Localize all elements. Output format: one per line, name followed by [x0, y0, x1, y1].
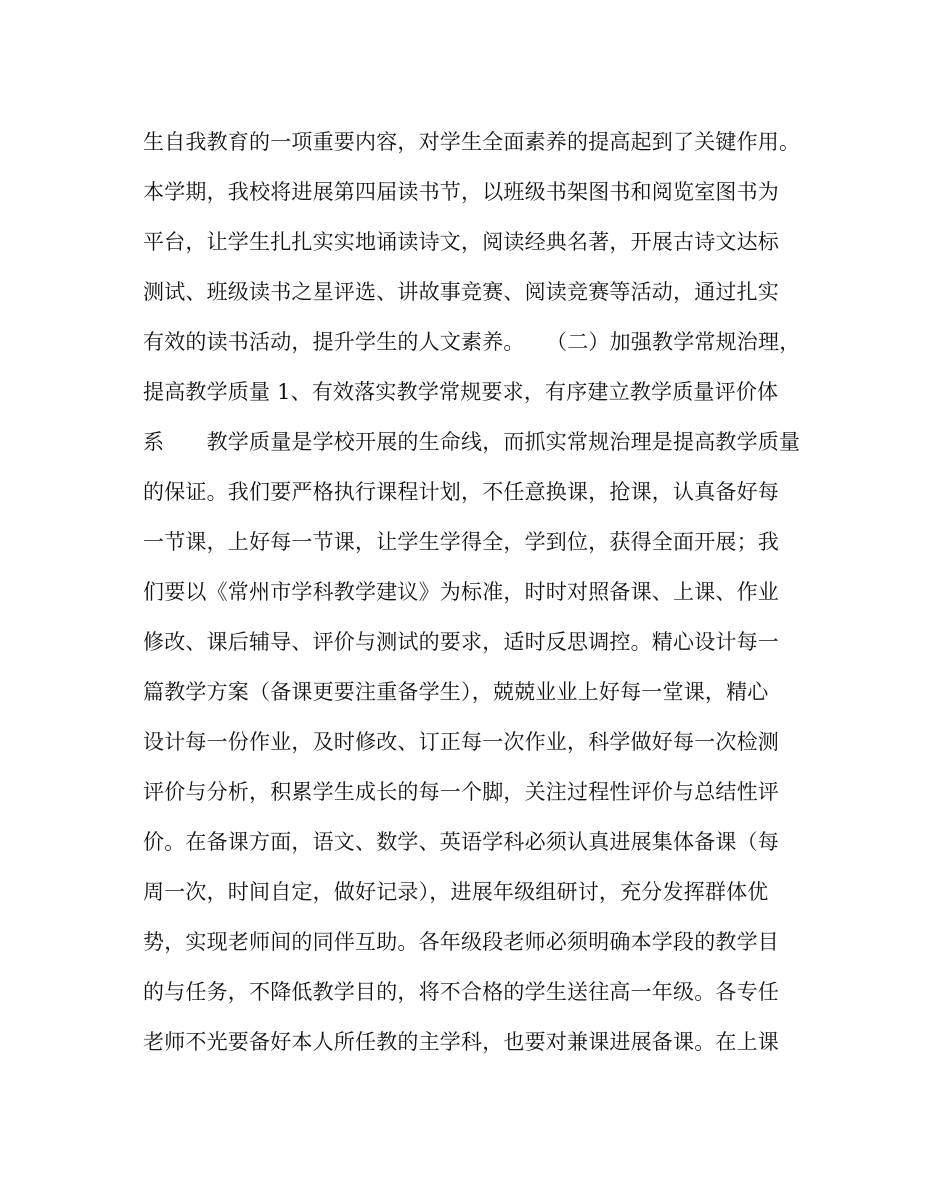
text-line-6: 提高教学质量 1、有效落实教学常规要求，有序建立教学质量评价体	[143, 380, 779, 404]
text-line-2: 本学期，我校将进展第四届读书节，以班级书架图书和阅览室图书为	[143, 180, 779, 204]
text-line-8: 的保证。我们要严格执行课程计划，不任意换课，抢课，认真备好每	[143, 480, 779, 504]
text-line-15: 价。在备课方面，语文、数学、英语学科必须认真进展集体备课（每	[143, 830, 779, 854]
text-line-13: 设计每一份作业，及时修改、订正每一次作业，科学做好每一次检测	[143, 730, 779, 754]
text-line-4: 测试、班级读书之星评选、讲故事竞赛、阅读竞赛等活动，通过扎实	[143, 280, 779, 304]
text-line-12: 篇教学方案（备课更要注重备学生），兢兢业业上好每一堂课，精心	[143, 680, 769, 704]
text-line-19: 老师不光要备好本人所任教的主学科，也要对兼课进展备课。在上课	[143, 1030, 779, 1054]
text-line-9: 一节课，上好每一节课，让学生学得全，学到位，获得全面开展；我	[143, 530, 779, 554]
text-line-10: 们要以《常州市学科教学建议》为标准，时时对照备课、上课、作业	[143, 580, 779, 604]
text-line-17: 势，实现老师间的同伴互助。各年级段老师必须明确本学段的教学目	[143, 930, 779, 954]
text-line-11: 修改、课后辅导、评价与测试的要求，适时反思调控。精心设计每一	[143, 630, 779, 654]
text-line-1: 生自我教育的一项重要内容，对学生全面素养的提高起到了关键作用。	[143, 130, 801, 154]
text-line-5: 有效的读书活动，提升学生的人文素养。 （二）加强教学常规治理，	[143, 330, 801, 354]
text-line-7: 系 教学质量是学校开展的生命线，而抓实常规治理是提高教学质量	[143, 430, 801, 454]
text-line-16: 周一次，时间自定，做好记录），进展年级组研讨，充分发挥群体优	[143, 880, 769, 904]
text-line-3: 平台，让学生扎扎实实地诵读诗文，阅读经典名著，开展古诗文达标	[143, 230, 779, 254]
text-line-14: 评价与分析，积累学生成长的每一个脚，关注过程性评价与总结性评	[143, 780, 779, 804]
text-line-18: 的与任务，不降低教学目的，将不合格的学生送往高一年级。各专任	[143, 980, 779, 1004]
